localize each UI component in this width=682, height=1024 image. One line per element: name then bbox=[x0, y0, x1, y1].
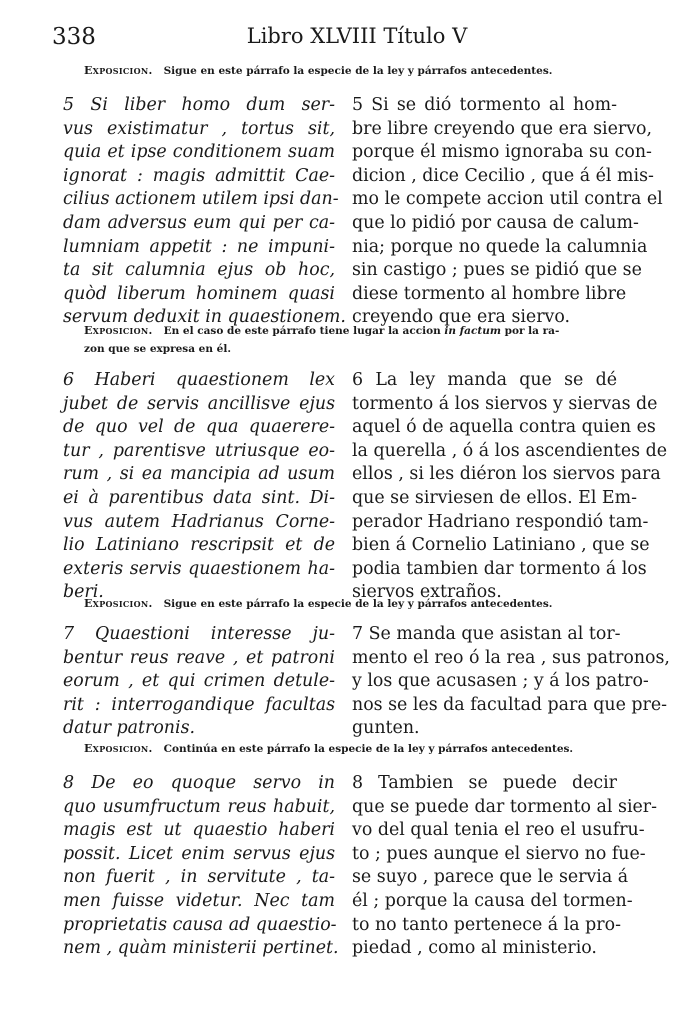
latin-line: quo usumfructum reus habuit, bbox=[63, 796, 335, 817]
spanish-line: 7 Se manda que asistan al tor- bbox=[352, 624, 621, 644]
latin-line: eorum , et qui crimen detule- bbox=[63, 671, 335, 692]
spanish-line: nia; porque no quede la calumnia bbox=[352, 236, 648, 257]
exposicion-text-italic: in factum bbox=[444, 325, 501, 337]
exposicion-text: Continúa en este párrafo la especie de la ley y párrafos antecedentes. bbox=[163, 743, 574, 755]
spanish-line: siervos extraños. bbox=[352, 582, 502, 603]
spanish-line: to ; pues aunque el siervo no fue- bbox=[352, 843, 646, 864]
spanish-paragraph bbox=[352, 623, 670, 741]
exposicion-note bbox=[84, 62, 624, 80]
exposicion-label: Exposicion. bbox=[84, 324, 153, 337]
spanish-line: porque él mismo ignoraba su con- bbox=[352, 142, 652, 163]
spanish-line: y los que acusasen ; y á los patro- bbox=[352, 671, 649, 692]
latin-line: possit. Licet enim servus ejus bbox=[63, 843, 335, 864]
latin-paragraph bbox=[63, 369, 335, 605]
latin-line: bentur reus reave , et patroni bbox=[63, 647, 335, 668]
latin-line: ignorat : magis admittit Cae- bbox=[63, 165, 335, 186]
latin-line: quia et ipse conditionem suam bbox=[63, 142, 335, 163]
spanish-line: podia tambien dar tormento á los bbox=[352, 558, 647, 579]
exposicion-text: Sigue en este párrafo la especie de la ley y párrafos antecedentes. bbox=[163, 65, 553, 77]
exposicion-note bbox=[84, 740, 624, 758]
spanish-line: dicion , dice Cecilio , que á él mis- bbox=[352, 165, 654, 186]
latin-line: proprietatis causa ad quaestio- bbox=[63, 914, 337, 935]
spanish-line: vo del qual tenia el reo el usufru- bbox=[352, 820, 645, 841]
spanish-line: que lo pidió por causa de calum- bbox=[352, 212, 639, 233]
latin-line: ei à parentibus data sint. Di- bbox=[63, 487, 335, 508]
latin-line: jubet de servis ancillisve ejus bbox=[63, 393, 335, 414]
spanish-line: piedad , como al ministerio. bbox=[352, 938, 597, 959]
latin-line: 5 Si liber homo dum ser- bbox=[63, 95, 335, 115]
spanish-paragraph bbox=[352, 772, 657, 961]
latin-line: servum deduxit in quaestionem. bbox=[63, 307, 346, 328]
latin-line: vus existimatur , tortus sit, bbox=[63, 118, 335, 139]
spanish-line: creyendo que era siervo. bbox=[352, 307, 571, 328]
spanish-line: que se puede dar tormento al sier- bbox=[352, 796, 657, 817]
latin-line: beri. bbox=[63, 582, 104, 603]
spanish-line: que se sirviesen de ellos. El Em- bbox=[352, 487, 637, 508]
exposicion-text: por la ra- bbox=[500, 325, 560, 337]
latin-line: quòd liberum hominem quasi bbox=[63, 283, 335, 304]
latin-line: 8 De eo quoque servo in bbox=[63, 773, 335, 793]
spanish-line: aquel ó de aquella contra quien es bbox=[352, 417, 656, 438]
latin-line: lio Latiniano rescripsit et de bbox=[63, 535, 335, 556]
exposicion-label: Exposicion. bbox=[84, 597, 153, 610]
spanish-line: tormento á los siervos y siervas de bbox=[352, 393, 658, 414]
spanish-line: bien á Cornelio Latiniano , que se bbox=[352, 535, 650, 556]
exposicion-note bbox=[84, 322, 619, 340]
exposicion-text: Sigue en este párrafo la especie de la ley y párrafos antecedentes. bbox=[163, 598, 553, 610]
spanish-line: 8 Tambien se puede decir bbox=[352, 773, 617, 793]
spanish-line: la querella , ó á los ascendientes de bbox=[352, 440, 668, 461]
page-number: 338 bbox=[52, 24, 96, 50]
latin-line: 7 Quaestioni interesse ju- bbox=[63, 624, 335, 644]
spanish-line: bre libre creyendo que era siervo, bbox=[352, 118, 653, 139]
latin-line: magis est ut quaestio haberi bbox=[63, 820, 335, 841]
latin-line: cilius actionem utilem ipsi dan- bbox=[63, 189, 339, 210]
latin-line: rum , si ea mancipia ad usum bbox=[63, 464, 335, 485]
spanish-line: ellos , si les diéron los siervos para bbox=[352, 464, 661, 485]
spanish-line: sin castigo ; pues se pidió que se bbox=[352, 260, 642, 281]
latin-line: lumniam appetit : ne impuni- bbox=[63, 236, 335, 257]
spanish-line: gunten. bbox=[352, 718, 420, 739]
spanish-line: se suyo , parece que le servia á bbox=[352, 867, 629, 888]
exposicion-text: zon que se expresa en él. bbox=[84, 343, 231, 355]
latin-line: datur patronis. bbox=[63, 718, 196, 739]
latin-paragraph bbox=[63, 623, 335, 741]
latin-line: de quo vel de qua quaerere- bbox=[63, 417, 335, 438]
spanish-line: nos se les da facultad para que pre- bbox=[352, 694, 668, 715]
latin-paragraph bbox=[63, 94, 346, 330]
exposicion-note-continued bbox=[84, 340, 624, 358]
latin-line: men fuisse videtur. Nec tam bbox=[63, 890, 335, 911]
spanish-line: 5 Si se dió tormento al hom- bbox=[352, 95, 617, 115]
latin-line: ta sit calumnia ejus ob hoc, bbox=[63, 260, 335, 281]
exposicion-note bbox=[84, 595, 624, 613]
latin-line: non fuerit , in servitute , ta- bbox=[63, 867, 335, 888]
latin-line: nem , quàm ministerii pertinet. bbox=[63, 938, 339, 959]
spanish-paragraph bbox=[352, 369, 668, 605]
spanish-line: mo le compete accion util contra el bbox=[352, 189, 663, 210]
spanish-line: diese tormento al hombre libre bbox=[352, 283, 627, 304]
latin-line: 6 Haberi quaestionem lex bbox=[63, 370, 335, 390]
latin-line: rit : interrogandique facultas bbox=[63, 694, 335, 715]
running-title: Libro XLVIII Título V bbox=[246, 24, 468, 48]
exposicion-label: Exposicion. bbox=[84, 742, 153, 755]
latin-line: vus autem Hadrianus Corne- bbox=[63, 511, 335, 532]
spanish-line: mento el reo ó la rea , sus patronos, bbox=[352, 647, 670, 668]
latin-line: exteris servis quaestionem ha- bbox=[63, 558, 335, 579]
spanish-line: perador Hadriano respondió tam- bbox=[352, 511, 649, 532]
spanish-line: to no tanto pertenece á la pro- bbox=[352, 914, 621, 935]
spanish-line: 6 La ley manda que se dé bbox=[352, 370, 617, 390]
spanish-paragraph bbox=[352, 94, 663, 330]
latin-line: tur , parentisve utriusque eo- bbox=[63, 440, 335, 461]
spanish-line: él ; porque la causa del tormen- bbox=[352, 890, 633, 911]
exposicion-label: Exposicion. bbox=[84, 64, 153, 77]
latin-paragraph bbox=[63, 772, 339, 961]
latin-line: dam adversus eum qui per ca- bbox=[63, 212, 335, 233]
page-header bbox=[52, 24, 632, 56]
exposicion-text: En el caso de este párrafo tiene lugar la accion bbox=[163, 325, 445, 337]
